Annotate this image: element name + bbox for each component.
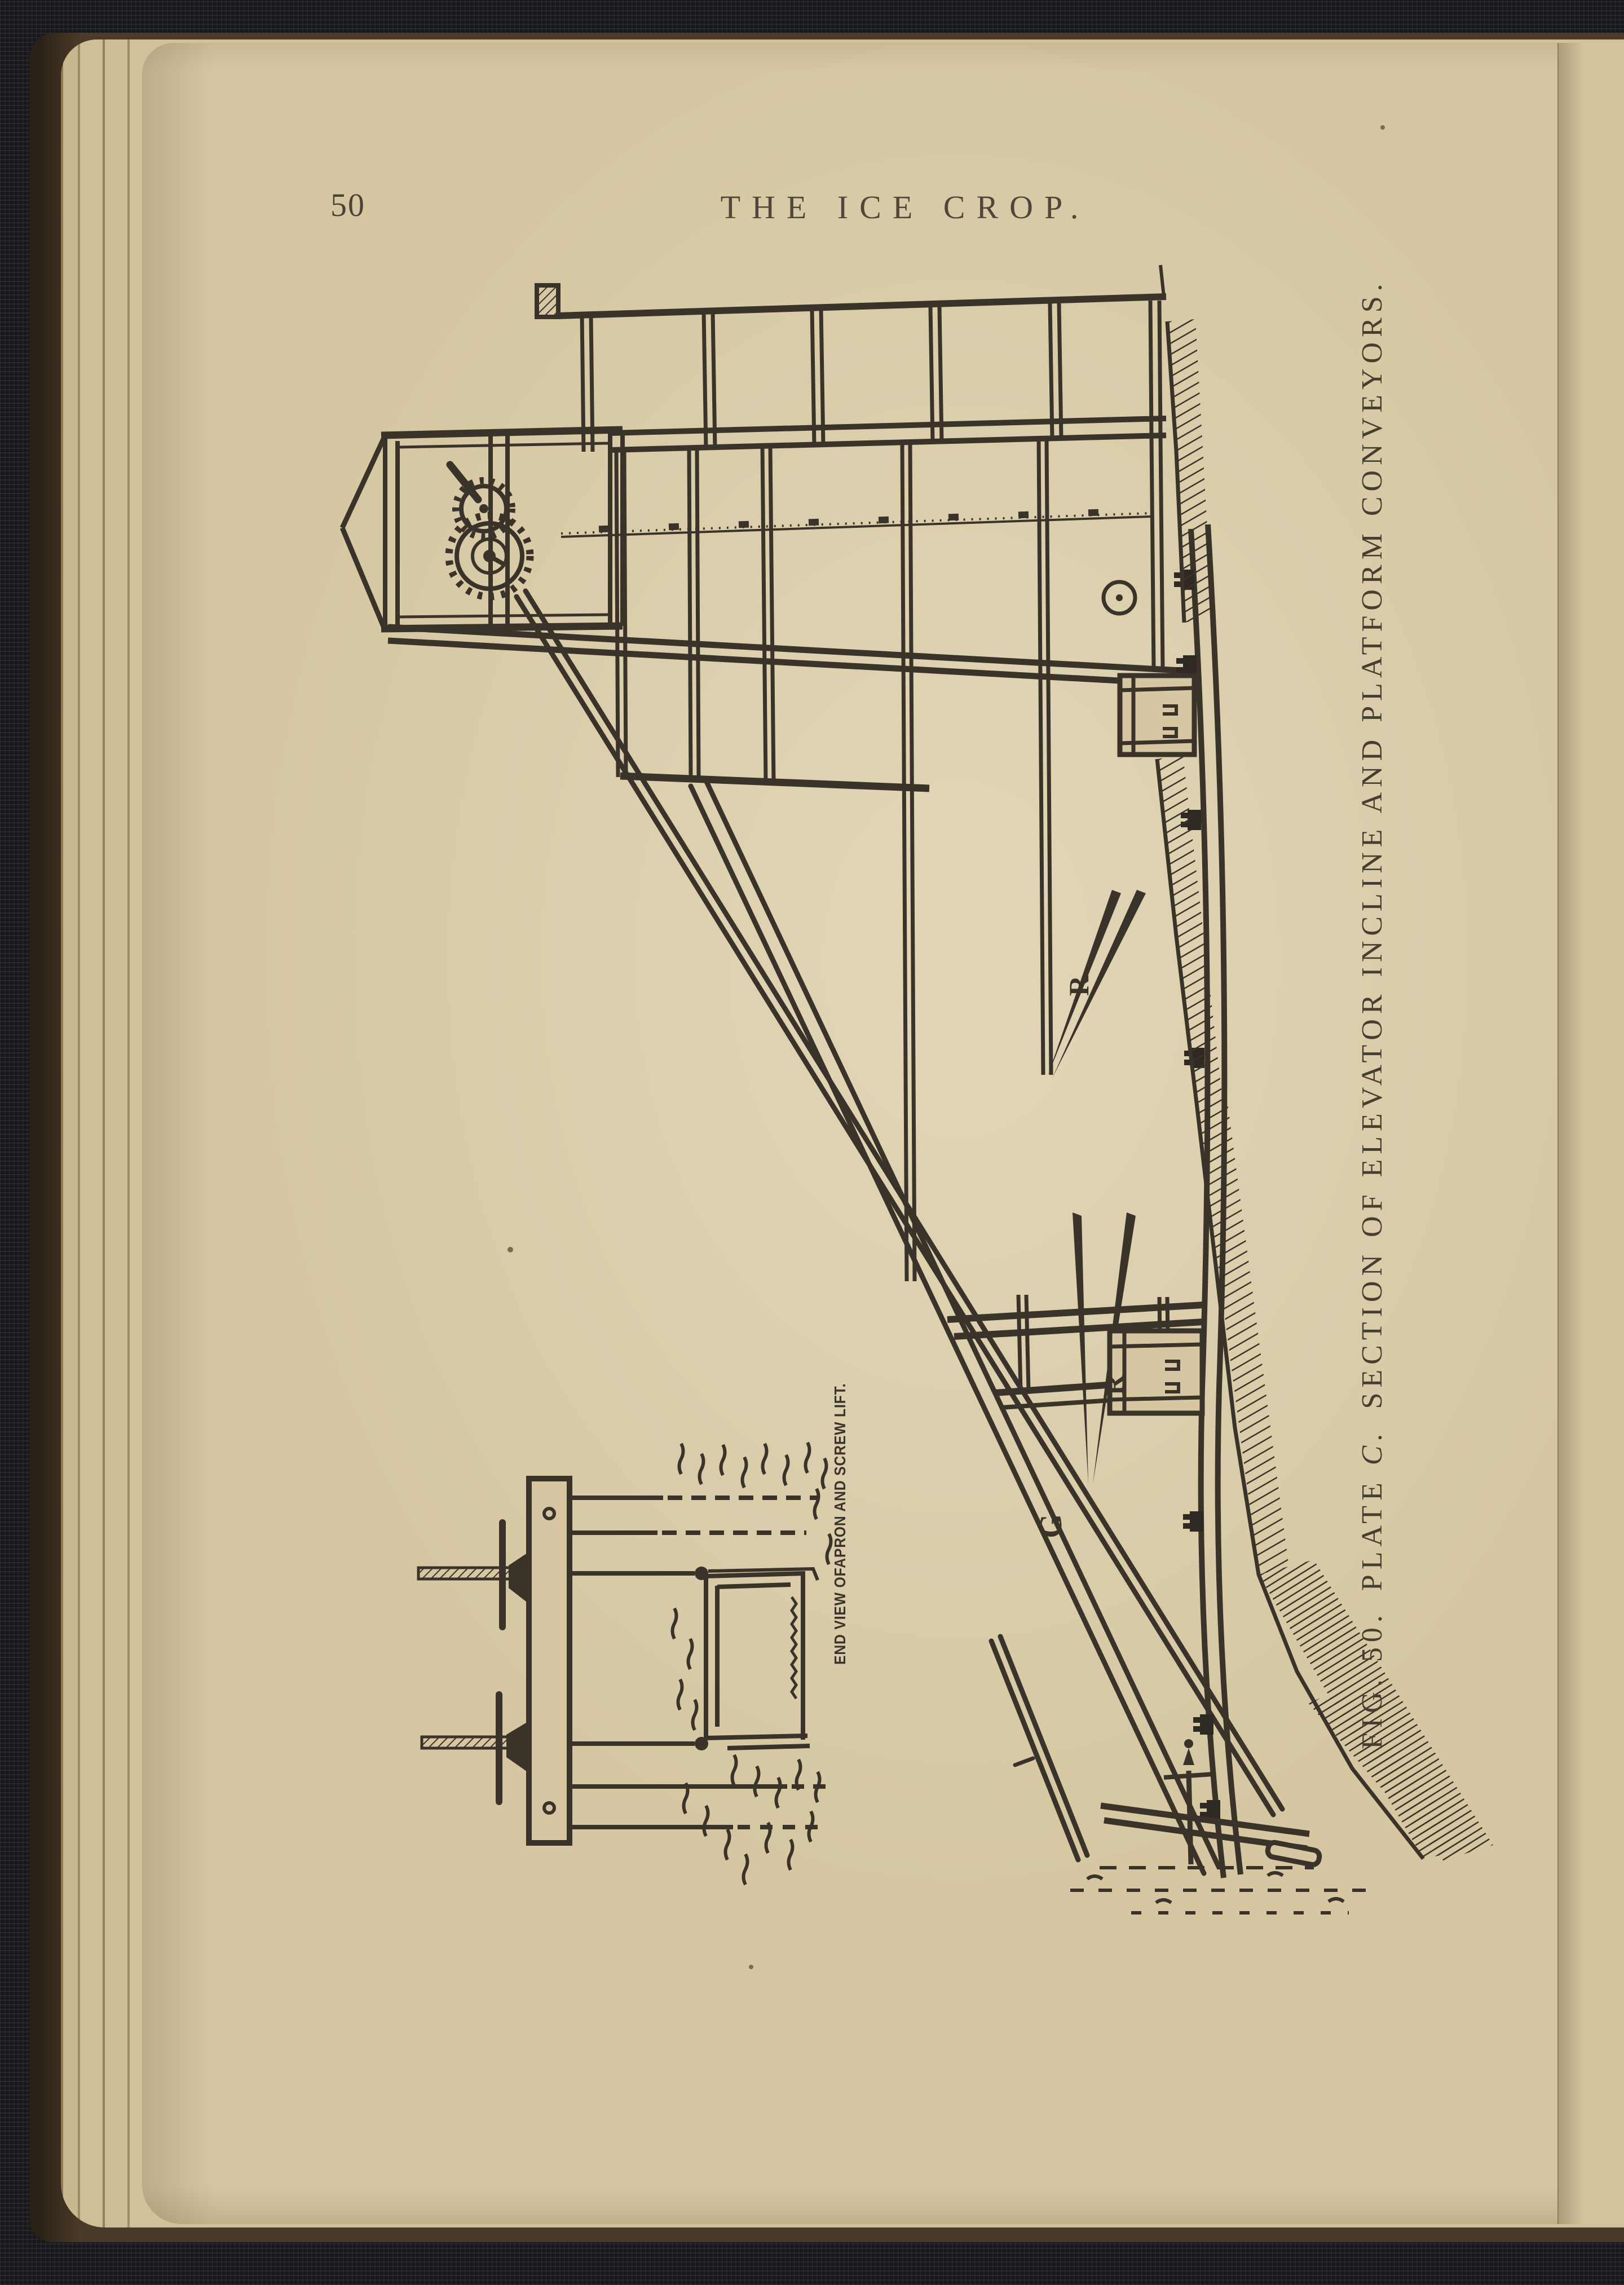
- platform-deck-lower: [388, 627, 1191, 685]
- apron-conveyor-chain: [561, 509, 1150, 614]
- page-number: 50: [330, 187, 365, 223]
- inset-end-view: [418, 1443, 831, 1885]
- water-marks-inset: [673, 1443, 831, 1885]
- label-rafter-upper: R: [1063, 975, 1095, 996]
- inset-rods: [570, 1498, 828, 1827]
- label-girder: G: [1034, 1514, 1069, 1538]
- running-title: THE ICE CROP.: [720, 189, 1090, 226]
- screw-jack: [1189, 1771, 1191, 1864]
- inset-plank: [529, 1479, 570, 1843]
- apron-box: [706, 1573, 810, 1748]
- top-beam: [537, 265, 1166, 317]
- bank-prop: [991, 1636, 1087, 1860]
- ground-hatching: [1157, 319, 1493, 1861]
- plate-label: PLATE: [1356, 1477, 1388, 1591]
- main-section-drawing: [342, 265, 1493, 1913]
- plate-letter: C.: [1356, 1428, 1388, 1466]
- inset-caption: END VIEW OFAPRON AND SCREW LIFT.: [831, 1383, 849, 1665]
- figure-caption: [1356, 279, 1389, 1749]
- figure-number: FIG. 50.: [1356, 1610, 1388, 1749]
- screw-nuts: [506, 1552, 529, 1773]
- foot-shoe: [1266, 1841, 1320, 1865]
- figure-title: SECTION OF ELEVATOR INCLINE AND PLATFORM CONVEYORS.: [1356, 279, 1388, 1409]
- conveyor-box-lower: [1110, 1331, 1202, 1413]
- paper-specks: [508, 125, 1385, 1969]
- platform-deck-upper: [610, 418, 1166, 450]
- conveyor-box-upper: [1120, 676, 1194, 755]
- label-rafter-lower: R: [1098, 1374, 1129, 1396]
- mid-posts: [616, 436, 1163, 1281]
